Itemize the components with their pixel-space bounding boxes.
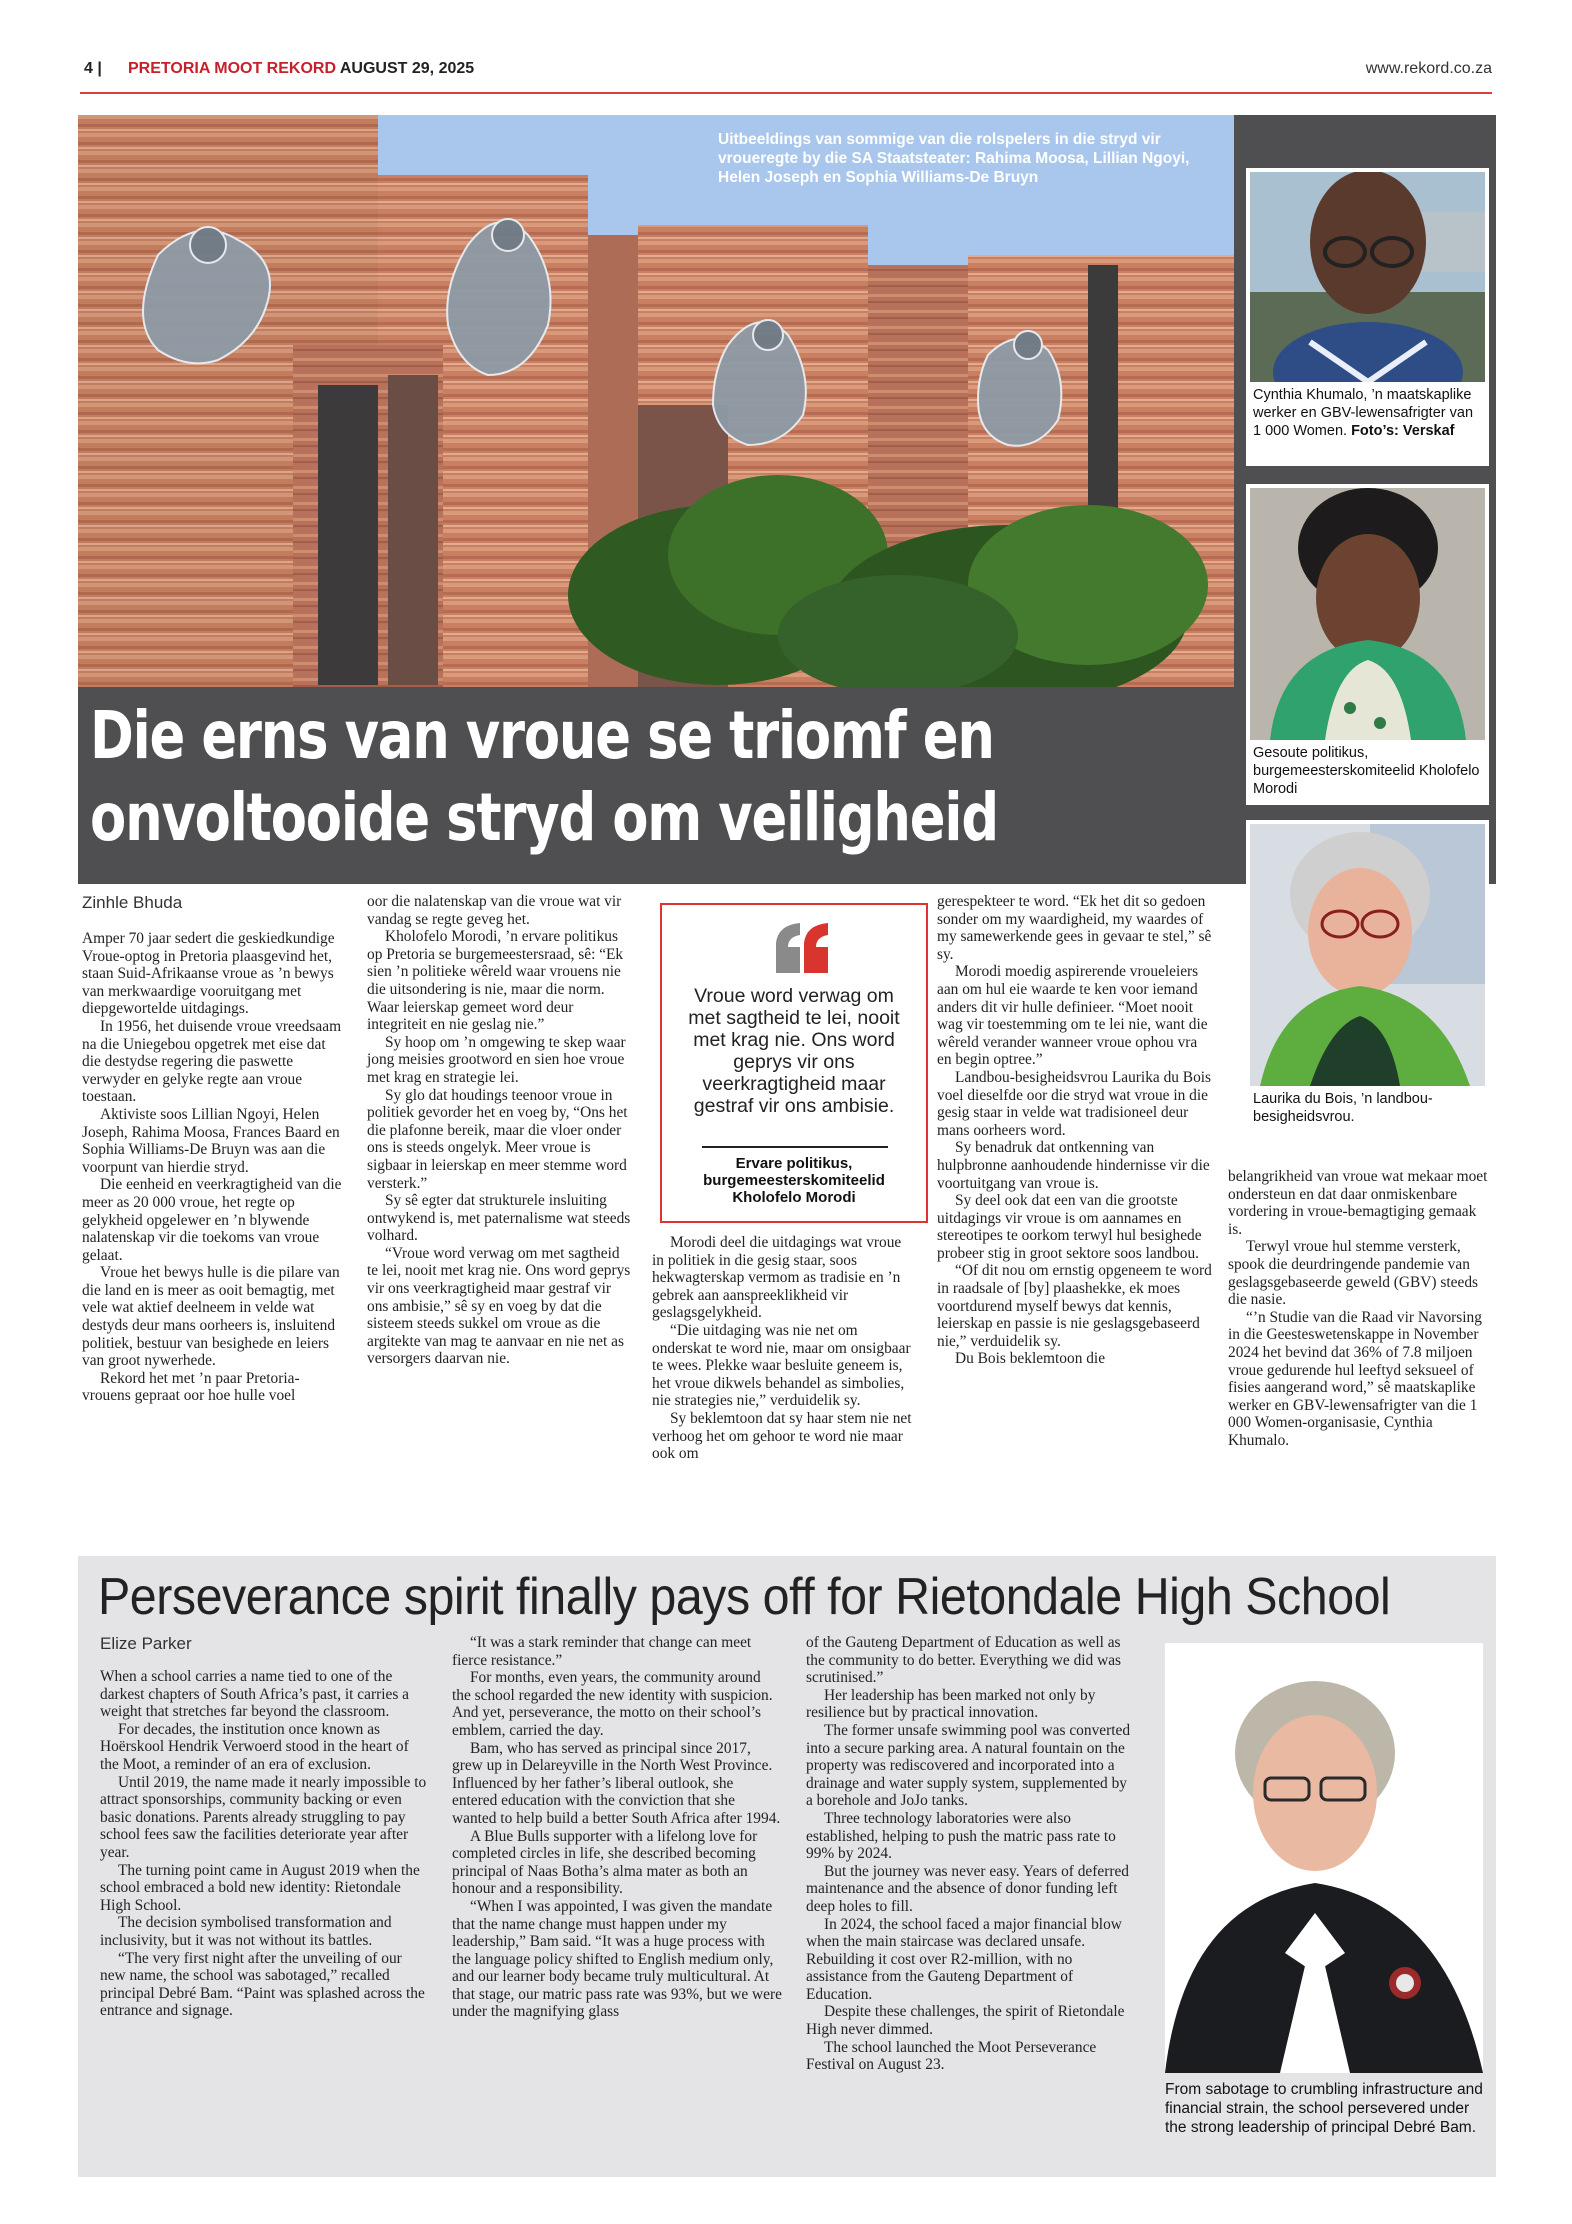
pull-quote-divider	[702, 1146, 888, 1148]
paragraph: Three technology laboratories were also established, helping to push the matric pass rate to 99% by 2024.	[806, 1809, 1116, 1863]
paragraph: Sy hoop om ’n omgewing te skep waar jong meisies grootword en sien hoe vroue met krag en strategie lei.	[367, 1033, 626, 1086]
khumalo-caption: Cynthia Khumalo, ’n maatskaplike werker en GBV-lewensafrigter van 1 000 Women. Foto’s: Verskaf	[1253, 387, 1474, 439]
lead-byline: Zinhle Bhuda	[82, 893, 183, 912]
paragraph: Du Bois beklemtoon die	[955, 1350, 1106, 1368]
paragraph: The turning point came in August 2019 when the school embraced a bold new identity: Rietondale High School.	[100, 1861, 420, 1914]
paragraph: Sy benadruk dat ontkenning van hulpbronne aanhoudende hindernisse vir die voortuitgang van vroue is.	[937, 1139, 1210, 1192]
second-column-2	[452, 1634, 782, 2021]
paragraph: But the journey was never easy. Years of deferred maintenance and the absence of donor funding left deep holes to fill.	[806, 1862, 1130, 1915]
paragraph: “’n Studie van die Raad vir Navorsing in die Geesteswetenskappe in November 2024 het bevind dat 36% of 7.8 miljoen vroue gedurende hul leeftyd seksueel of fisies aangerand word,” sê maatskaplike werker en GBV-lewensafrigter van die 1 000 Women-organisasie, Cynthia Khumalo.	[1228, 1308, 1482, 1449]
paragraph: A Blue Bulls supporter with a lifelong love for completed circles in life, she described becoming principal of Naas Botha’s alma mater as both an honour and a responsibility.	[452, 1827, 758, 1898]
paragraph: Bam, who has served as principal since 2017, grew up in Delareyville in the North West Province. Influenced by her father’s liberal outlook, she entered education with the conviction that she wanted to help build a better South Africa after 1994.	[452, 1739, 781, 1827]
paragraph: The decision symbolised transformation and inclusivity, but it was not without its battles.	[100, 1914, 392, 1949]
paragraph: Her leadership has been marked not only by resilience but by practical innovation.	[806, 1686, 1096, 1722]
paragraph: The former unsafe swimming pool was converted into a secure parking area. A natural fountain on the property was rediscovered and incorporated into a drainage and water supply system, supplemented by a borehole and JoJo tanks.	[806, 1721, 1131, 1810]
paragraph: Despite these challenges, the spirit of Rietondale High never dimmed.	[806, 2003, 1125, 2039]
paragraph: oor die nalatenskap van die vroue wat vir vandag se regte geveg het.	[367, 893, 622, 928]
paragraph: “Die uitdaging was nie net om onderskat te word nie, maar om onsigbaar te wees. Plekke waar besluite geneem is, het vroue dikwels behandel as simbolies, nie strategies nie,” verduidelik sy.	[652, 1321, 911, 1410]
lead-column-1	[82, 930, 347, 1405]
paragraph: gerespekteer te word. “Ek het dit so gedoen sonder om my waardigheid, my waardes of my samewerkende gees in gevaar te stel,” sê sy.	[937, 893, 1212, 963]
page-folio	[84, 60, 1492, 84]
paragraph: Sy glo dat houdings teenoor vroue in politiek gevorder het en voeg by, “Ons het die plafonne bereik, maar die vloer onder ons is steeds ongelyk. Meer vroue is sigbaar in leierskap en meer stemme word versterk.”	[367, 1086, 628, 1192]
paragraph: For months, even years, the community around the school regarded the new identity with suspicion. And yet, perseverance, the motto on their school’s emblem, carried the day.	[452, 1669, 773, 1739]
principal-bam-photo	[1165, 1643, 1483, 2073]
paragraph: Morodi deel die uitdagings wat vroue in politiek in die gesig staar, soos hekwagterskap vermom as tradisie en ’n gebrek aan aanspreeklikheid vir geslagsgelykheid.	[652, 1234, 902, 1322]
paragraph: In 2024, the school faced a major financial blow when the main staircase was declared unsafe. Rebuilding it cost over R2-million, with no assistance from the Gauteng Department of Education.	[806, 1915, 1122, 2003]
side-photo-du-bois	[1246, 820, 1489, 1138]
pull-quote-attribution: Ervare politikus, burgemeesterskomiteelid Kholofelo Morodi	[703, 1155, 885, 1206]
paragraph: “Of dit nou om ernstig opgeneem te word in raadsale of [by] plaashekke, ek moes voortdurend myself bewys dat kennis, leierskap en passie is nie geslagsgebaseerd nie,” verduidelik sy.	[937, 1262, 1212, 1350]
paragraph: Kholofelo Morodi, ’n ervare politikus op Pretoria se burgemeestersraad, sê: “Ek sien ’n politieke wêreld waar vrouens nie die uitsondering is nie, maar die norm. Waar leierskap gemeet word deur integriteit en nie geslag nie.”	[367, 928, 624, 1034]
paragraph: Until 2019, the name made it nearly impossible to attract sponsorships, community backing or even basic donations. Parents already struggling to pay school fees saw the facilities deteriorate year after year.	[100, 1773, 427, 1861]
paragraph: Terwyl vroue hul stemme versterk, spook die deurdringende pandemie van geslagsgebaseerde geweld (GBV) steeds die nasie.	[1228, 1238, 1479, 1309]
hero-photo-state-theatre	[78, 115, 1234, 687]
second-column-3	[806, 1634, 1136, 2074]
paragraph: of the Gauteng Department of Education as well as the community to do better. Everything we did was scrutinised.”	[806, 1634, 1122, 1687]
paragraph: “When I was appointed, I was given the mandate that the name change must happen under my leadership,” Bam said. “It was a huge process with the language policy shifted to English medium only, and our learner body became truly multicultural. At that stage, our matric pass rate was 93%, but we were under the magnifying glass	[452, 1897, 782, 2021]
morodi-caption: Gesoute politikus, burgemeesterskomiteelid Kholofelo Morodi	[1253, 745, 1480, 797]
lead-column-3	[652, 1234, 917, 1463]
side-photo-morodi	[1246, 484, 1489, 805]
pull-quote-box	[660, 903, 928, 1223]
paragraph: Landbou-besigheidsvrou Laurika du Bois voel dieselfde oor die stryd wat vroue in die gesig staar in velde wat tradisioneel deur mans oorheers word.	[937, 1068, 1212, 1139]
photo-credit: Foto’s: Verskaf	[1351, 423, 1455, 439]
paragraph: “Vroue word verwag om met sagtheid te lei, nooit met krag nie. Ons word geprys vir ons veerkragtigheid maar gestraf vir ons ambisie,” sê sy en voeg by dat die sisteem steeds sukkel om vroue as die argitekte van mag te aanvaar en nie net as versorgers daarvan nie.	[367, 1244, 631, 1368]
khumalo-portrait	[1250, 172, 1485, 382]
paragraph: Aktiviste soos Lillian Ngoyi, Helen Joseph, Rahima Moosa, Frances Baard en Sophia Williams-De Bruyn was aan die voorpunt van hierdie stryd.	[82, 1105, 340, 1176]
lead-headline	[90, 695, 997, 859]
second-headline: Perseverance spirit finally pays off for Rietondale High School	[98, 1568, 1391, 1626]
publication-name: PRETORIA MOOT REKORD AUGUST 29, 2025	[128, 60, 475, 77]
lead-column-5	[1228, 1168, 1492, 1450]
second-column-1	[100, 1668, 430, 2020]
paragraph: Amper 70 jaar sedert die geskiedkundige Vroue-optog in Pretoria plaasgevind het, staan Suid-Afrikaanse vroue as ’n bewys van merkwaardige vooruitgang met diepgewortelde uitdagings.	[82, 930, 335, 1018]
quote-mark-icon	[774, 921, 830, 975]
paragraph: belangrikheid van vroue wat mekaar moet ondersteun en dat daar onmiskenbare vordering in vroue-bemagtiging gemaak is.	[1228, 1168, 1488, 1238]
lead-headline-line-2: onvoltooide stryd om veiligheid	[90, 779, 998, 856]
hero-photo-caption: Uitbeeldings van sommige van die rolspelers in die stryd vir vroueregte by die SA Staatsteater: Rahima Moosa, Lillian Ngoyi, Helen Joseph en Sophia Williams-De Bruyn	[718, 131, 1190, 186]
paragraph: For decades, the institution once known as Hoërskool Hendrik Verwoerd stood in the heart of the Moot, a reminder of an era of exclusion.	[100, 1720, 409, 1773]
principal-bam-caption: From sabotage to crumbling infrastructure and financial strain, the school persevered under the strong leadership of principal Debré Bam.	[1165, 2081, 1483, 2136]
paragraph: Sy beklemtoon dat sy haar stem nie net verhoog het om gehoor te word nie maar ook om	[652, 1409, 912, 1463]
paragraph: Morodi moedig aspirerende vroueleiers aan om hul eie waarde te ken voor iemand anders dit vir hulle definieer. “Moet nooit wag vir toestemming om te lei nie, want die wêreld verander wanneer vroue ophou vra en begin optree.”	[937, 963, 1208, 1069]
lead-column-2	[367, 893, 632, 1368]
du-bois-portrait	[1250, 824, 1485, 1086]
lead-column-4	[937, 893, 1212, 1368]
paragraph: Sy sê egter dat strukturele insluiting ontwykend is, met paternalisme wat steeds volhard.	[367, 1192, 631, 1245]
paragraph: “The very first night after the unveiling of our new name, the school was sabotaged,” recalled principal Debré Bam. “Paint was splashed across the entrance and signage.	[100, 1949, 425, 2020]
morodi-portrait	[1250, 488, 1485, 740]
page-number: 4 |	[84, 60, 102, 77]
lead-headline-line-1: Die erns van vroue se triomf en	[90, 697, 994, 774]
folio-rule	[80, 92, 1492, 94]
paragraph: When a school carries a name tied to one of the darkest chapters of South Africa’s past, it carries a weight that stretches far beyond the classroom.	[100, 1668, 409, 1721]
website-link[interactable]: www.rekord.co.za	[1365, 60, 1492, 77]
paragraph: The school launched the Moot Perseverance Festival on August 23.	[806, 2038, 1097, 2074]
paragraph: Die eenheid en veerkragtigheid van die meer as 20 000 vroue, het regte op gelykheid opgelewer en ’n blywende nalatenskap vir die toekoms van vroue gelaat.	[82, 1176, 342, 1264]
issue-date: AUGUST 29, 2025	[339, 60, 475, 77]
pull-quote-text: Vroue word verwag om met sagtheid te lei, nooit met krag nie. Ons word geprys vir ons veerkragtigheid maar gestraf vir ons ambisie.	[688, 985, 900, 1117]
paragraph: Rekord het met ’n paar Pretoria-vrouens gepraat oor hoe hulle voel	[82, 1369, 300, 1405]
paragraph: “It was a stark reminder that change can meet fierce resistance.”	[452, 1634, 752, 1669]
second-byline: Elize Parker	[100, 1634, 192, 1653]
side-photo-khumalo	[1246, 168, 1489, 466]
paragraph: Vroue het bewys hulle is die pilare van die land en is meer as ooit bemagtig, met vele wat aktief deelneem in velde wat destyds deur mans oorheers is, insluitend politiek, bestuur van besighede en leiers van groot nywerhede.	[82, 1264, 340, 1370]
du-bois-caption: Laurika du Bois, ’n landbou-besigheidsvrou.	[1253, 1091, 1433, 1125]
paragraph: Sy deel ook dat een van die grootste uitdagings vir vroue is om aannames en stereotipes te oorkom terwyl hul besighede probeer stig in groot sektore soos landbou.	[937, 1192, 1202, 1262]
paragraph: In 1956, het duisende vroue vreedsaam na die Uniegebou opgetrek met eise dat die destydse regering die paswette verwyder en gelyke regte aan vroue toestaan.	[82, 1017, 342, 1106]
